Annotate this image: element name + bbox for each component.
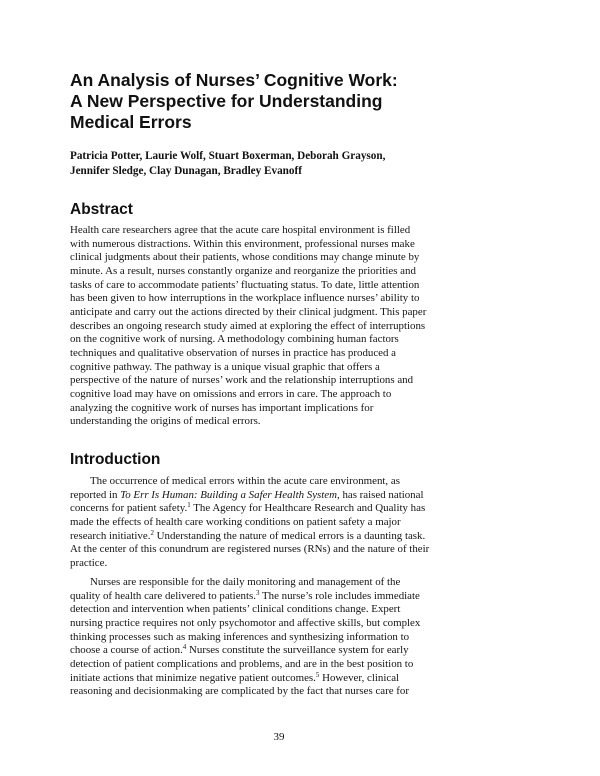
paper-title [70,70,490,133]
title-line: A New Perspective for Understanding [70,91,383,111]
text-run: reported in [70,488,121,501]
paragraph-line: thinking processes such as making inferences and synthesizing information to [70,630,410,643]
paragraph-line [70,644,540,658]
text-run: Understanding the nature of medical errors is a daunting task. [153,529,426,542]
abstract-line: clinical judgments about their patients, whose conditions may change minute by [70,251,420,264]
abstract-line: tasks of care to accommodate patients’ fluctuating status. To date, little attention [70,278,420,291]
paragraph-line [70,530,540,544]
introduction-paragraph-2 [70,576,540,699]
paragraph-line [70,502,540,516]
introduction-heading: Introduction [70,451,161,468]
citation-superscript: 3 [255,588,260,597]
text-run: Nurses constitute the surveillance system for early [186,644,409,657]
book-title: To Err Is Human: Building a Safer Health System [120,488,337,501]
abstract-line: describes an ongoing research study aimed at exploring the effect of interruptions [70,319,426,332]
paragraph-line: practice. [70,556,108,569]
abstract-line: minute. As a result, nurses constantly organize and reorganize the priorities and [70,264,416,277]
paragraph-line: detection and intervention when patients’ clinical conditions change. Expert [70,603,401,616]
title-line: An Analysis of Nurses’ Cognitive Work: [70,70,398,90]
text-run: However, clinical [319,671,400,684]
paragraph-line: The occurrence of medical errors within the acute care environment, as [90,475,400,487]
abstract-body [70,224,540,429]
abstract-line: perspective of the nature of nurses’ work and the relationship interruptions and [70,374,414,387]
paragraph-line: At the center of this conundrum are registered nurses (RNs) and the nature of their [70,543,430,556]
text-run: The Agency for Healthcare Research and Quality has [190,502,426,515]
text-run: , has raised national [337,488,424,501]
citation-superscript: 2 [150,528,154,537]
abstract-line: has been given to how interruptions in the workplace influence nurses’ ability to [70,292,420,305]
paragraph-line: made the effects of health care working conditions on patient safety a major [70,515,401,528]
paragraph-line: detection of patient complications and problems, and are in the best position to [70,657,414,670]
paragraph-line: nursing practice requires not only psychomotor and affective skills, but complex [70,616,421,629]
citation-superscript: 5 [315,670,320,679]
abstract-line: cognitive pathway. The pathway is a unique visual graphic that offers a [70,360,380,373]
text-run: concerns for patient safety. [70,502,188,515]
abstract-heading: Abstract [70,201,133,218]
abstract-line: analyzing the cognitive work of nurses has important implications for [70,401,374,414]
citation-superscript: 4 [182,643,187,652]
text-run: initiate actions that minimize negative patient outcomes. [70,671,316,684]
abstract-line: cognitive load may have on omissions and errors in care. The approach to [70,387,392,400]
paragraph-line [70,489,540,503]
introduction-paragraph-1 [70,475,540,571]
citation-superscript: 1 [187,501,191,510]
abstract-line: anticipate and carry out the actions directed by their clinical judgment. This paper [70,305,427,318]
paragraph-line: Nurses are responsible for the daily monitoring and management of the [90,576,401,588]
text-run: choose a course of action. [70,644,183,657]
text-run: research initiative. [70,529,151,542]
abstract-line: on the cognitive work of nursing. A methodology combining human factors [70,333,399,346]
author-line: Patricia Potter, Laurie Wolf, Stuart Boxerman, Deborah Grayson, [70,150,386,162]
paragraph-line [70,672,540,686]
abstract-line: understanding the origins of medical errors. [70,415,261,428]
paragraph-line: reasoning and decisionmaking are complicated by the fact that nurses care for [70,685,409,698]
page-number-row [0,731,530,743]
page-number: 39 [273,731,285,743]
abstract-line: techniques and qualitative observation of nurses in practice has produced a [70,346,397,359]
paragraph-line [70,590,540,604]
author-list [70,149,540,179]
abstract-line: Health care researchers agree that the acute care hospital environment is filled [70,224,411,236]
author-line: Jennifer Sledge, Clay Dunagan, Bradley Evanoff [70,165,302,177]
text-run: The nurse’s role includes immediate [259,589,420,602]
title-line: Medical Errors [70,112,192,132]
text-run: quality of health care delivered to patients. [70,589,256,602]
abstract-line: with numerous distractions. Within this environment, professional nurses make [70,237,415,250]
